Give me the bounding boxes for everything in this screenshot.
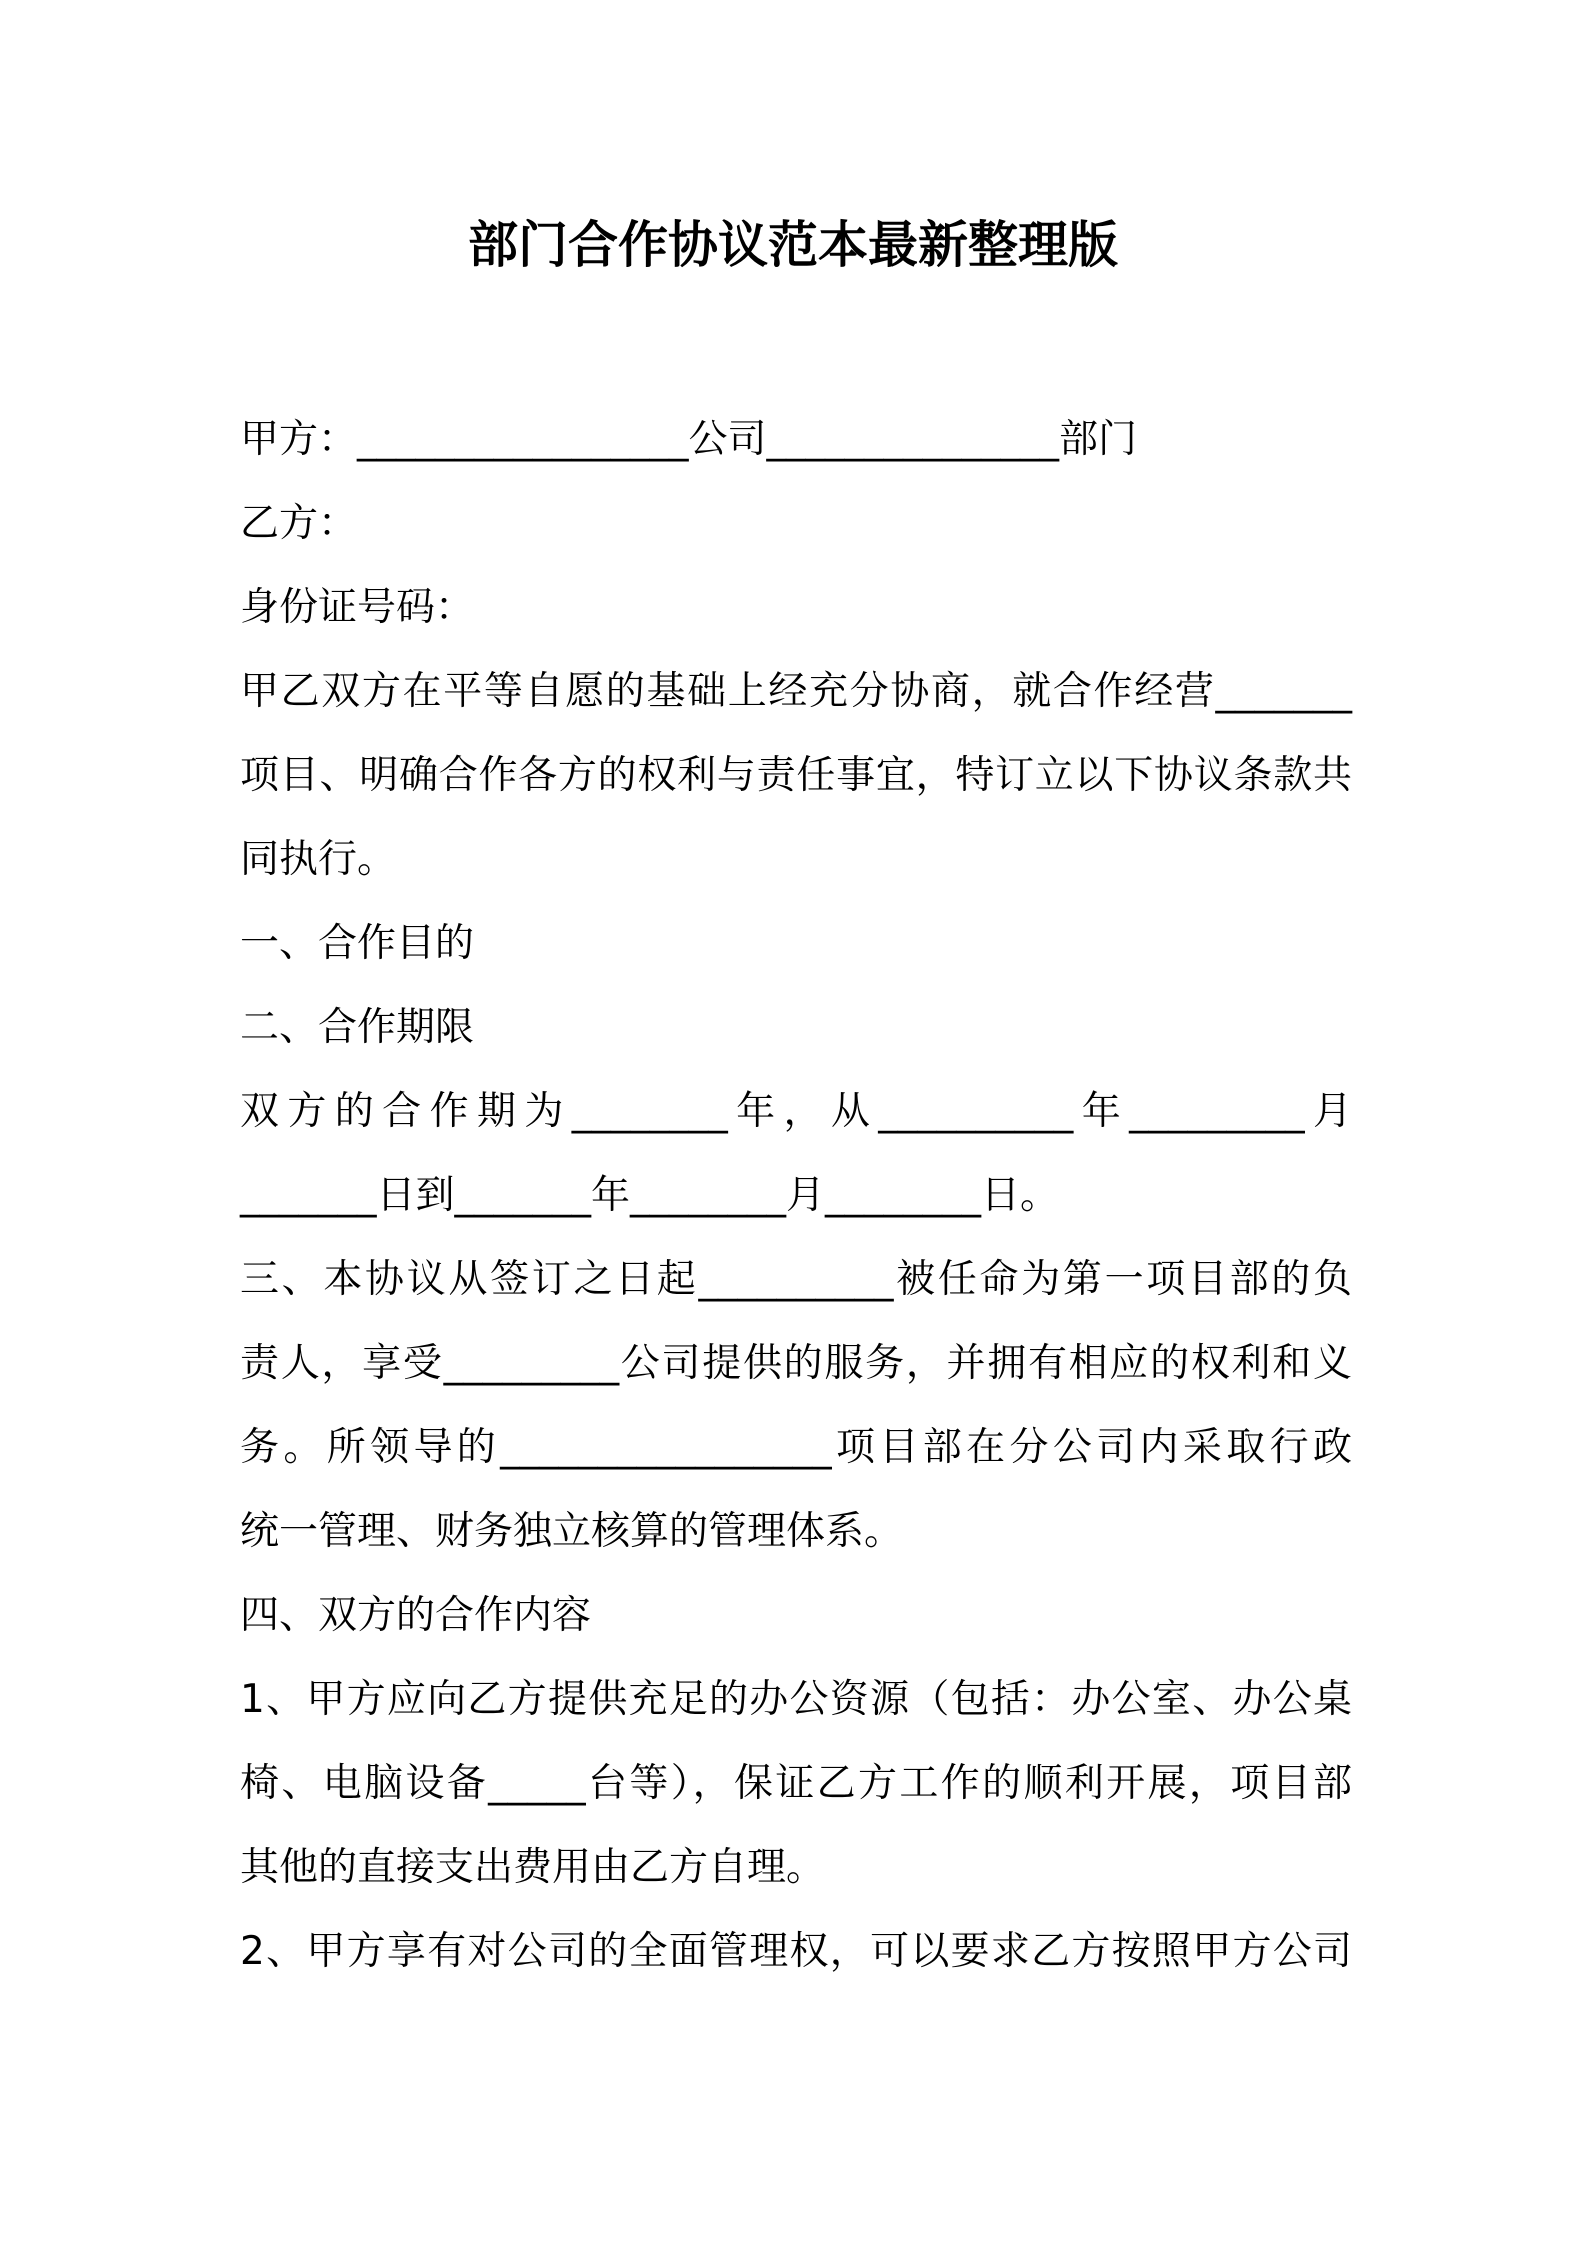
item-1-line-1: 1、甲方应向乙方提供充足的办公资源（包括：办公室、办公桌 [240, 1677, 1352, 1722]
term-paragraph-line-1: 双方的合作期为________年，从__________年_________月 [240, 1089, 1352, 1134]
item-1-line-3: 其他的直接支出费用由乙方自理。 [240, 1845, 826, 1890]
party-a-line: 甲方：_________________公司_______________部门 [240, 417, 1138, 462]
intro-paragraph-line-1: 甲乙双方在平等自愿的基础上经充分协商，就合作经营_______ [240, 669, 1352, 714]
document-body [240, 398, 1352, 1994]
section-heading-1: 一、合作目的 [240, 921, 475, 966]
term-paragraph-line-2: _______日到_______年________月________日。 [240, 1173, 1060, 1218]
section-3-line-3: 务。所领导的_________________项目部在分公司内采取行政 [240, 1425, 1352, 1470]
section-heading-4: 四、双方的合作内容 [240, 1593, 592, 1638]
item-1-line-2: 椅、电脑设备_____台等），保证乙方工作的顺利开展，项目部 [240, 1761, 1352, 1806]
id-number-line: 身份证号码： [240, 585, 475, 630]
document-title: 部门合作协议范本最新整理版 [468, 216, 1118, 274]
section-3-line-1: 三、本协议从签订之日起__________被任命为第一项目部的负 [240, 1257, 1352, 1302]
intro-paragraph-line-2: 项目、明确合作各方的权利与责任事宜，特订立以下协议条款共 [240, 753, 1352, 798]
section-3-line-4: 统一管理、财务独立核算的管理体系。 [240, 1509, 904, 1554]
item-2-line-1: 2、甲方享有对公司的全面管理权，可以要求乙方按照甲方公司 [240, 1929, 1352, 1974]
party-b-line: 乙方： [240, 501, 358, 546]
section-3-line-2: 责人，享受_________公司提供的服务，并拥有相应的权利和义 [240, 1341, 1352, 1386]
section-heading-2: 二、合作期限 [240, 1005, 475, 1050]
intro-paragraph-line-3: 同执行。 [240, 837, 397, 882]
